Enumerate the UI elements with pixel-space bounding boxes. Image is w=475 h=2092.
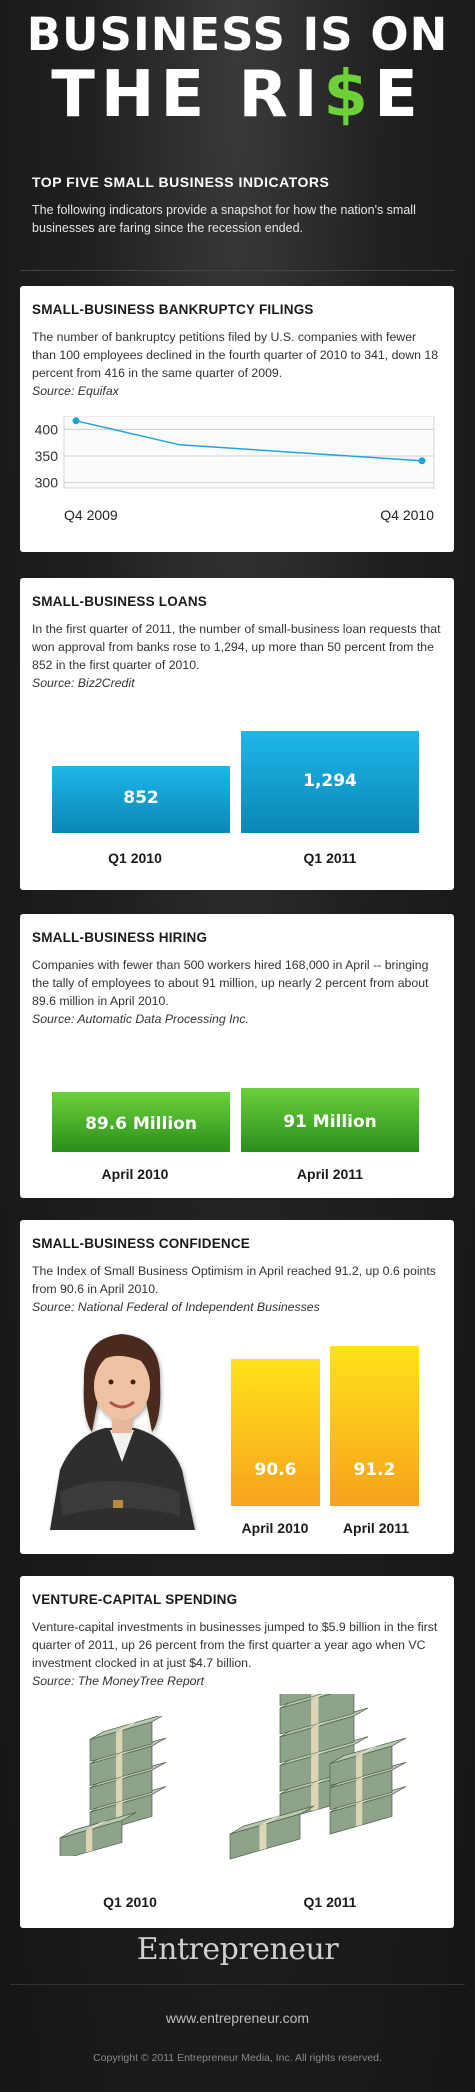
businesswoman-photo xyxy=(30,1320,215,1530)
card-description xyxy=(32,956,442,1028)
card-description xyxy=(32,1262,442,1316)
card-title: SMALL-BUSINESS LOANS xyxy=(32,594,208,609)
bankruptcy-line-chart xyxy=(20,416,454,536)
hero-banner xyxy=(0,0,475,160)
venture-label-q1-2010: Q1 2010 xyxy=(103,1894,157,1910)
card-source: Source: Biz2Credit xyxy=(32,676,135,690)
bar-april-2010 xyxy=(231,1359,320,1506)
bar-value-q1-2011: 1,294 xyxy=(303,771,357,791)
bar-label-april-2011: April 2011 xyxy=(296,1166,364,1182)
card-hiring xyxy=(20,914,454,1198)
card-title: VENTURE-CAPITAL SPENDING xyxy=(32,1592,238,1607)
card-source: Source: Equifax xyxy=(32,384,119,398)
card-text: Companies with fewer than 500 workers hired 168,000 in April -- bringing the tally of employees to about 91 million, up nearly 2 percent from about 89.6 million in April 2010. xyxy=(32,958,429,1008)
bar-value-april-2011: 91 Million xyxy=(283,1112,377,1132)
card-venture xyxy=(20,1576,454,1928)
bar-label-april-2011: April 2011 xyxy=(342,1520,410,1536)
card-text: The number of bankruptcy petitions filed by U.S. companies with fewer than 100 employees declined in the fourth quarter of 2010 to 341, down 18 percent from 416 in the same quarter of 2009. xyxy=(32,330,439,380)
y-tick-label: 300 xyxy=(34,474,58,491)
hero-line2-pre: THE RI xyxy=(51,58,324,132)
card-title: SMALL-BUSINESS CONFIDENCE xyxy=(32,1236,251,1251)
venture-label-q1-2011: Q1 2011 xyxy=(303,1894,357,1910)
intro-text: The following indicators provide a snapshot for how the nation's small businesses are faring since the recession ended. xyxy=(32,203,416,235)
card-title: SMALL-BUSINESS BANKRUPTCY FILINGS xyxy=(32,302,314,317)
cash-stack-icon xyxy=(220,1694,420,1860)
bar-value-april-2010: 89.6 Million xyxy=(85,1113,197,1134)
hero-title-line2 xyxy=(0,58,475,132)
data-point xyxy=(73,417,80,424)
data-point xyxy=(419,457,426,464)
card-description xyxy=(32,1618,442,1690)
bar-label-q1-2011: Q1 2011 xyxy=(303,850,357,866)
entrepreneur-logo: Entrepreneur xyxy=(136,1932,339,1967)
card-text: Venture-capital investments in businesses jumped to $5.9 billion in the first quarter of 2011, up 26 percent from the first quarter a year ago when VC investment clocked in at just $4.7 billion. xyxy=(32,1620,438,1670)
card-text: The Index of Small Business Optimism in April reached 91.2, up 0.6 points from 90.6 in April 2010. xyxy=(32,1264,436,1296)
cash-stack-icon xyxy=(50,1716,200,1856)
bar-value-april-2011: 91.2 xyxy=(353,1460,396,1480)
footer-url-link[interactable]: www.entrepreneur.com xyxy=(165,2010,310,2026)
bar-value-april-2010: 90.6 xyxy=(254,1460,297,1480)
bar-label-q1-2010: Q1 2010 xyxy=(108,850,162,866)
hero-line2-post: E xyxy=(374,58,424,132)
y-tick-label: 400 xyxy=(34,421,58,438)
bar-label-april-2010: April 2010 xyxy=(101,1166,169,1182)
hero-title-line1: BUSINESS IS ON xyxy=(26,8,449,61)
bar-value-q1-2010: 852 xyxy=(123,788,159,809)
card-confidence xyxy=(20,1220,454,1554)
copyright-text: Copyright © 2011 Entrepreneur Media, Inc. All rights reserved. xyxy=(93,2052,382,2064)
card-source: Source: The MoneyTree Report xyxy=(32,1674,205,1688)
card-source: Source: National Federal of Independent Businesses xyxy=(32,1300,320,1314)
divider xyxy=(20,270,455,271)
bar-april-2011 xyxy=(330,1346,419,1506)
x-tick-label: Q4 2010 xyxy=(380,507,434,523)
plot-area xyxy=(64,416,434,488)
dollar-sign-accent: $ xyxy=(323,58,375,132)
card-text: In the first quarter of 2011, the number of small-business loan requests that won approval from banks rose to 1,294, up more than 50 percent from the 852 in the first quarter of 2010. xyxy=(32,622,441,672)
card-title: SMALL-BUSINESS HIRING xyxy=(32,930,208,945)
card-bankruptcy xyxy=(20,286,454,552)
y-tick-label: 350 xyxy=(34,448,58,464)
card-source: Source: Automatic Data Processing Inc. xyxy=(32,1012,249,1026)
card-loans xyxy=(20,578,454,890)
intro-title: TOP FIVE SMALL BUSINESS INDICATORS xyxy=(32,174,330,190)
x-tick-label: Q4 2009 xyxy=(64,507,118,523)
bar-label-april-2010: April 2010 xyxy=(241,1520,309,1536)
card-description xyxy=(32,620,442,692)
footer-divider xyxy=(10,1984,465,1985)
card-description xyxy=(32,328,442,400)
